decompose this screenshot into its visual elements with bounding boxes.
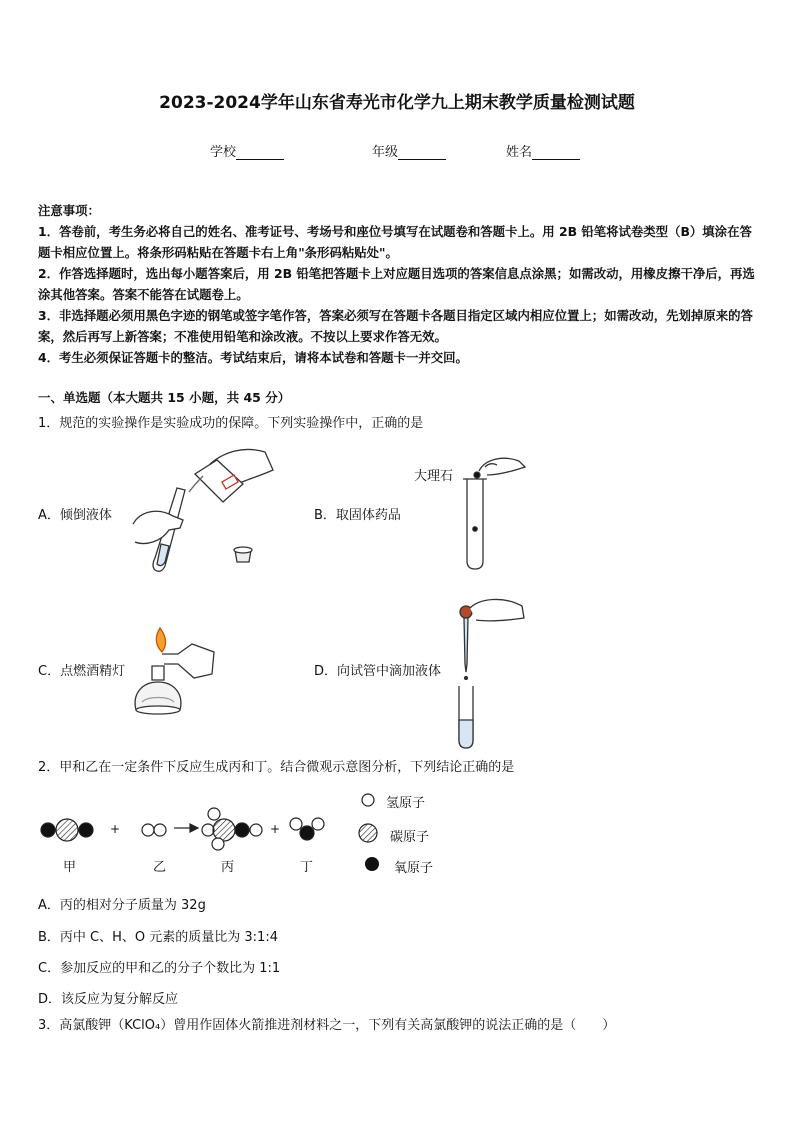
marble-label: 大理石 [414,469,454,484]
notes-item: 3．非选择题必须用黑色字迹的钢笔或签字笔作答，答案必须写在答题卡各题目指定区域内相应位置上；如需改动，先划掉原来的答案，然后再写上新答案；不准使用铅笔和涂改液。不按以上要求作答无效。 [38,308,753,344]
bing-hydrogen-top [208,808,220,820]
notes-heading: 注意事项： [38,203,100,218]
jia-carbon [56,819,78,841]
q2-option-a[interactable]: A．丙的相对分子质量为 32g [38,898,206,913]
q2-option-c[interactable]: C．参加反应的甲和乙的分子个数比为 1:1 [38,961,281,976]
q2-option-b[interactable]: B．丙中 C、H、O 元素的质量比为 3:1:4 [38,930,278,945]
question-3-stem: 3．高氯酸钾（KClO₄）曾用作固体火箭推进剂材料之一，下列有关高氯酸钾的说法正确的是（ ） [38,1018,616,1033]
page-title: 2023-2024学年山东省寿光市化学九上期末教学质量检测试题 [159,93,635,113]
q1-option-c[interactable]: C．点燃酒精灯 [38,664,126,679]
molecule-label-ding: 丁 [300,860,314,875]
notes-block [38,200,758,368]
ding-hydrogen-right [312,818,324,830]
alcohol-lamp-illustration [122,624,222,719]
hydrogen-legend-icon [362,794,374,806]
notes-item: 1．答卷前，考生务必将自己的姓名、准考证号、考场号和座位号填写在试题卷和答题卡上。用 2B 铅笔将试卷类型（B）填涂在答题卡相应位置上。将条形码粘贴在答题卡右上角"条形码粘贴处"。 [38,224,752,260]
molecule-label-jia: 甲 [63,860,77,875]
legend-carbon: 碳原子 [390,830,430,845]
grade-blank[interactable] [398,147,446,160]
q1-option-d[interactable]: D．向试管中滴加液体 [314,664,442,679]
legend-hydrogen: 氢原子 [386,796,426,811]
school-field [210,141,284,160]
name-label: 姓名 [506,145,533,160]
bing-oxygen [235,823,249,837]
yi-hydrogen-left [142,824,154,836]
grade-field [372,141,446,160]
test-tube-solid-illustration [455,453,535,573]
section-heading: 一、单选题（本大题共 15 小题，共 45 分） [38,390,291,405]
ding-oxygen [300,826,314,840]
molecule-label-bing: 丙 [221,860,235,875]
name-blank[interactable] [532,147,580,160]
pour-liquid-illustration [125,446,275,576]
carbon-legend-icon [359,824,377,842]
oxygen-legend-icon [365,857,379,871]
plus-sign: + [270,822,281,836]
q1-option-a[interactable]: A．倾倒液体 [38,508,112,523]
notes-item: 2．作答选择题时，选出每小题答案后，用 2B 铅笔把答题卡上对应题目选项的答案信息点涂黑；如需改动，用橡皮擦干净后，再选涂其他答案。答案不能答在试题卷上。 [38,266,755,302]
school-label: 学校 [210,145,237,160]
plus-sign: + [110,822,121,836]
yi-hydrogen-right [154,824,166,836]
bing-hydrogen-right [250,824,262,836]
jia-oxygen-left [41,823,55,837]
legend-oxygen: 氧原子 [394,861,434,876]
question-1-stem: 1．规范的实验操作是实验成功的保障。下列实验操作中，正确的是 [38,416,424,431]
dropper-test-tube-illustration [450,598,530,750]
grade-label: 年级 [372,145,399,160]
molecule-diagram [36,806,336,856]
notes-item: 4．考生必须保证答题卡的整洁。考试结束后，请将本试卷和答题卡一并交回。 [38,350,468,365]
atom-legend-icons [356,790,386,874]
bing-hydrogen-left [202,824,214,836]
q1-option-b[interactable]: B．取固体药品 [314,508,401,523]
q2-option-d[interactable]: D．该反应为复分解反应 [38,992,179,1007]
school-blank[interactable] [236,147,284,160]
question-2-stem: 2．甲和乙在一定条件下反应生成丙和丁。结合微观示意图分析，下列结论正确的是 [38,760,515,775]
name-field [506,141,580,160]
ding-hydrogen-left [290,818,302,830]
molecule-label-yi: 乙 [153,860,167,875]
bing-hydrogen-bottom [212,838,224,850]
jia-oxygen-right [79,823,93,837]
